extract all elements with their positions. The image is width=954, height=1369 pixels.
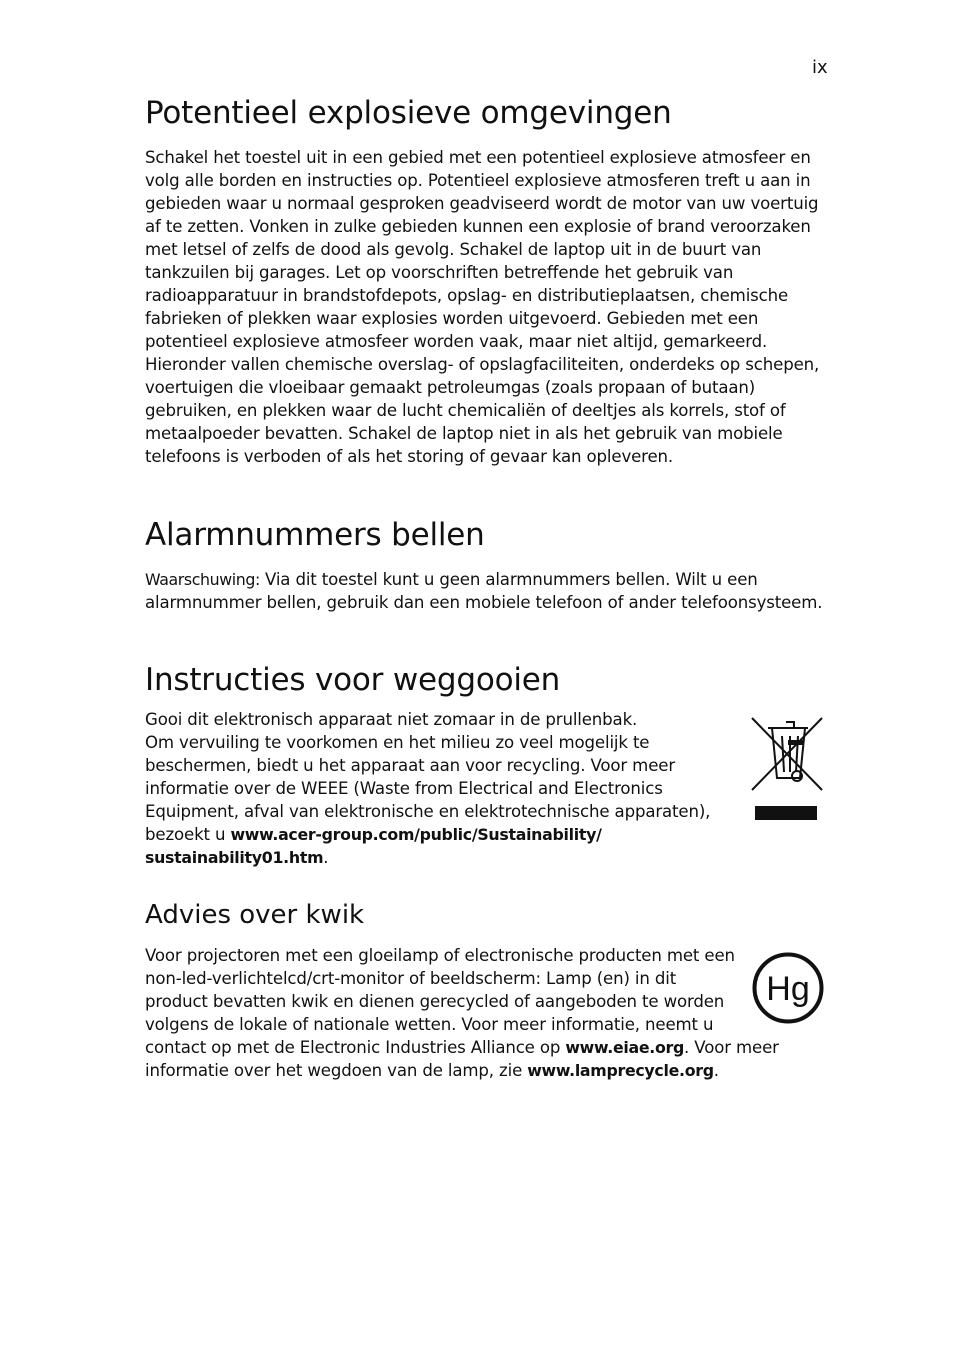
mercury-middle: . Voor meer informatie over het wegdoen van de lamp, zie <box>145 1038 779 1080</box>
section-body-alarm <box>145 568 825 614</box>
section-title-alarm: Alarmnummers bellen <box>145 517 485 553</box>
mercury-end: . <box>713 1061 719 1080</box>
page-number: ix <box>812 57 828 78</box>
mercury-text: Voor projectoren met een gloeilamp of electronische producten met een non-led-verlichtelcd/crt-monitor of beeldscherm: Lamp (en) in dit product bevatten kwik en dienen gerecycled of aangeboden te worden volgens de lokale of nationale wetten. Voor meer informatie, neemt u contact op met de Electronic Industries Alliance op <box>145 946 735 1057</box>
hg-symbol: Hg <box>766 970 810 1008</box>
section-body-mercury <box>145 944 835 1082</box>
warning-label: Waarschuwing: <box>145 570 260 589</box>
section-body-disposal <box>145 708 730 869</box>
eiae-link[interactable]: www.eiae.org <box>565 1038 685 1057</box>
weee-crossed-bin-icon <box>750 716 826 826</box>
section-body-explosive: Schakel het toestel uit in een gebied met een potentieel explosieve atmosfeer en volg alle borden en instructies op. Potentieel explosieve atmosferen treft u aan in gebieden waar u normaal gesproken geadviseerd wordt de motor van uw voertuig af te zetten. Vonken in zulke gebieden kunnen een explosie of brand veroorzaken met letsel of zelfs de dood als gevolg. Schakel de laptop uit in de buurt van tankzuilen bij garages. Let op voorschriften betreffende het gebruik van radioapparatuur in brandstofdepots, opslag- en distributieplaatsen, chemische fabrieken of plekken waar explosies worden uitgevoerd. Gebieden met een potentieel explosieve atmosfeer worden vaak, maar niet altijd, gemarkeerd. Hieronder vallen chemische overslag- of opslagfaciliteiten, onderdeks op schepen, voertuigen die vloeibaar gemaakt petroleumgas (zoals propaan of butaan) gebruiken, en plekken waar de lucht chemicaliën of deeltjes als korrels, stof of metaalpoeder bevatten. Schakel de laptop niet in als het gebruik van mobiele telefoons is verboden of als het storing of gevaar kan opleveren. <box>145 148 820 466</box>
hg-mercury-icon <box>751 951 825 1029</box>
section-title-explosive: Potentieel explosieve omgevingen <box>145 95 672 131</box>
weee-link[interactable]: www.acer-group.com/public/Sustainability/ sustainability01.htm <box>145 825 602 867</box>
alarm-text: Via dit toestel kunt u geen alarmnummers bellen. Wilt u een alarmnummer bellen, gebruik dan een mobiele telefoon of ander telefoonsysteem. <box>145 570 823 612</box>
disposal-line1: Gooi dit elektronisch apparaat niet zomaar in de prullenbak. <box>145 710 638 729</box>
disposal-end: . <box>323 848 329 867</box>
disposal-text: Om vervuiling te voorkomen en het milieu zo veel mogelijk te beschermen, biedt u het apparaat aan voor recycling. Voor meer informatie over de WEEE (Waste from Electrical and Electronics Equipment, afval van elektronische en elektrotechnische apparaten), bezoekt u <box>145 733 711 844</box>
section-title-disposal: Instructies voor weggooien <box>145 662 561 698</box>
lamprecycle-link[interactable]: www.lamprecycle.org <box>527 1061 714 1080</box>
section-title-mercury: Advies over kwik <box>145 900 365 930</box>
